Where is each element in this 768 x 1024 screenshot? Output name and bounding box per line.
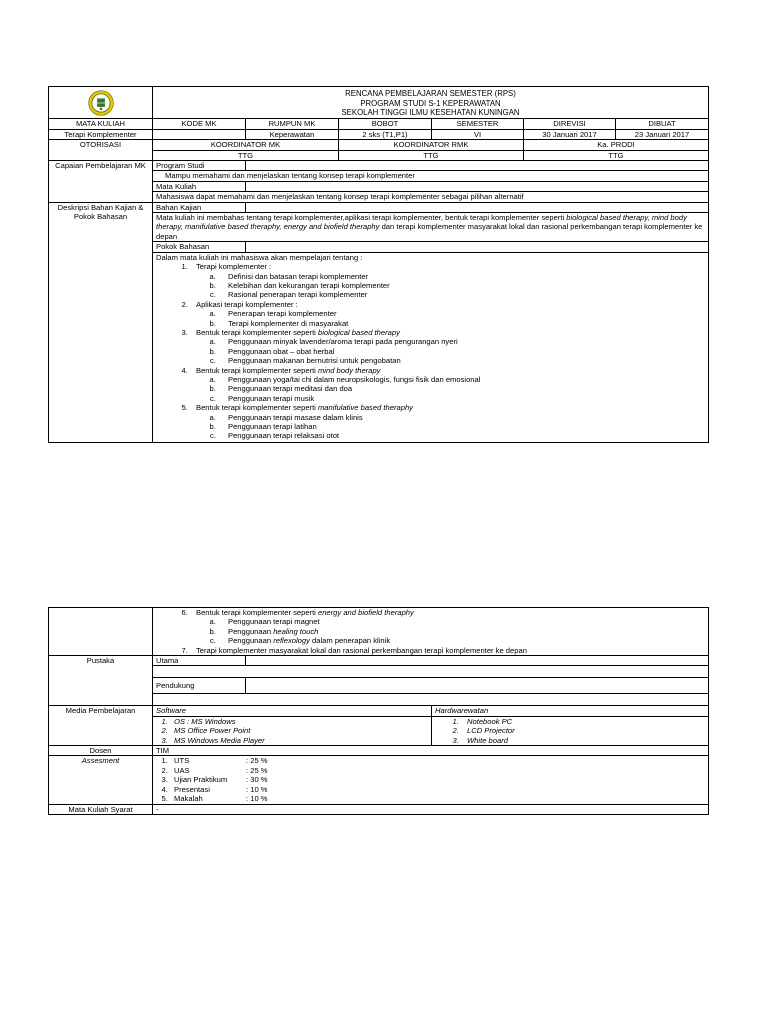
assesment-item	[170, 794, 705, 803]
dosen-value: TIM	[153, 746, 709, 756]
capaian-label: Capaian Pembelajaran MK	[49, 161, 153, 203]
dosen-row	[49, 746, 709, 756]
utama-content	[153, 666, 709, 678]
subtopic-item: a. Penggunaan yoga/tai chi dalam neuropsikologis, fungsi fisik dan emosional	[218, 375, 705, 384]
hardware-item: 1. Notebook PC	[461, 717, 705, 726]
rps-table-page-2	[48, 607, 709, 815]
deskripsi-label: Deskripsi Bahan Kajian & Pokok Bahasan	[49, 202, 153, 442]
signature-2: TTG	[339, 150, 524, 160]
subtopic-item: b. Penggunaan terapi meditasi dan doa	[218, 384, 705, 393]
course-value-row	[49, 129, 709, 139]
hardware-label: Hardwarewatan	[432, 706, 709, 716]
course-group: Keperawatan	[246, 129, 339, 139]
pokok-intro: Dalam mata kuliah ini mahasiswa akan mempelajari tentang :	[156, 252, 363, 262]
hardware-item: 2. LCD Projector	[461, 726, 705, 735]
mata-kuliah-label: Mata Kuliah	[153, 181, 246, 191]
topic-title: Aplikasi terapi komplementer :	[196, 299, 298, 309]
assesment-name: UAS	[174, 765, 190, 775]
assesment-name: UTS	[174, 756, 190, 766]
course-revised: 30 Januari 2017	[524, 129, 616, 139]
authorization-row	[49, 140, 709, 150]
assesment-item	[170, 766, 705, 775]
institution-logo-icon	[88, 90, 114, 116]
assesment-name: Ujian Praktikum	[174, 775, 228, 785]
topic-list-continued	[156, 608, 705, 655]
course-code	[153, 129, 246, 139]
col-header: SEMESTER	[432, 119, 524, 129]
subtopic-item: c. Rasional penerapan terapi komplementer	[218, 290, 705, 299]
topic-title: Terapi komplementer masyarakat lokal dan rasional perkembangan terapi komplementer ke depan	[196, 645, 527, 655]
bahan-kajian-text-1: Mata kuliah ini membahas tentang terapi komplementer,aplikasi terapi komplementer, bentuk terapi komplementer seperti	[156, 213, 567, 223]
course-credits: 2 sks (T1,P1)	[339, 129, 432, 139]
col-header: BOBOT	[339, 119, 432, 129]
assesment-name: Makalah	[174, 794, 203, 804]
software-label: Software	[153, 706, 432, 716]
software-item: 3. MS Windows Media Player	[170, 736, 428, 745]
bahan-kajian-blank	[246, 202, 709, 212]
subtopic-italic: healing touch	[273, 626, 319, 636]
logo-cell	[49, 87, 153, 119]
pokok-bahasan-blank	[246, 242, 709, 252]
hardware-list-cell	[432, 716, 709, 745]
topic-item	[190, 262, 705, 300]
assesment-content	[153, 756, 709, 804]
dosen-label: Dosen	[49, 746, 153, 756]
topic-item	[190, 366, 705, 404]
bahan-kajian-text	[153, 213, 709, 242]
topic-list	[156, 262, 705, 441]
software-item: 2. MS Office Power Point	[170, 726, 428, 735]
signature-1: TTG	[153, 150, 339, 160]
subtopic-text: Penggunaan	[228, 626, 274, 636]
title-line-2: PROGRAM STUDI S-1 KEPERAWATAN	[360, 98, 501, 108]
subtopic-list	[196, 309, 705, 328]
assesment-list	[156, 756, 705, 803]
course-name: Terapi Komplementer	[49, 129, 153, 139]
subtopic-text-rest: dalam penerapan klinik	[309, 636, 391, 646]
topic-title: Bentuk terapi komplementer seperti	[196, 365, 318, 375]
col-header: DIREVISI	[524, 119, 616, 129]
subtopic-item: c. Penggunaan terapi musik	[218, 394, 705, 403]
subtopic-list	[196, 272, 705, 300]
topic-title: Bentuk terapi komplementer seperti	[196, 608, 318, 617]
topic-item	[190, 646, 705, 655]
subtopic-item: a. Penggunaan terapi magnet	[218, 617, 705, 626]
program-studi-blank	[246, 161, 709, 171]
assesment-label: Assesment	[49, 756, 153, 804]
subtopic-italic: reflexology	[273, 636, 310, 646]
topic-title-italic: manifulative based theraphy	[317, 403, 413, 413]
software-item: 1. OS : MS Windows	[170, 717, 428, 726]
program-studi-text: Mampu memahami dan menjelaskan tentang konsep terapi komplementer	[153, 171, 709, 181]
role-coordinator-rmk: KOORDINATOR RMK	[339, 140, 524, 150]
media-row-1	[49, 706, 709, 716]
pustaka-row-1	[49, 656, 709, 666]
pokok-bahasan-label: Pokok Bahasan	[153, 242, 246, 252]
capaian-row-1	[49, 161, 709, 171]
signature-3: TTG	[524, 150, 709, 160]
utama-label: Utama	[153, 656, 246, 666]
pustaka-label: Pustaka	[49, 656, 153, 706]
col-header: RUMPUN MK	[246, 119, 339, 129]
mata-kuliah-blank	[246, 181, 709, 191]
assesment-value: : 25 %	[246, 756, 268, 766]
role-coordinator-mk: KOORDINATOR MK	[153, 140, 339, 150]
program-studi-label: Program Studi	[153, 161, 246, 171]
bahan-kajian-text-2: dan terapi komplementer masyarakat lokal dan rasional perkembangan terapi komplementer ke depan	[156, 222, 703, 241]
pendukung-blank	[246, 678, 709, 694]
bahan-kajian-italic: biological based therapy, mind body therapy, manifulative based theraphy, energy and biofield theraphy	[156, 213, 687, 232]
rps-table-page-1	[48, 86, 709, 443]
subtopic-list	[196, 375, 705, 403]
subtopic-item: b. Kelebihan dan kekurangan terapi komplementer	[218, 281, 705, 290]
subtopic-item: a. Penggunaan terapi masase dalam klinis	[218, 413, 705, 422]
role-kaprodi: Ka. PRODI	[524, 140, 709, 150]
pendukung-label: Pendukung	[153, 678, 246, 694]
topics-continued	[153, 608, 709, 656]
title-line-1: RENCANA PEMBELAJARAN SEMESTER (RPS)	[345, 89, 516, 98]
subtopic-item	[218, 627, 705, 636]
subtopic-item: a. Penggunaan minyak lavender/aroma terapi pada pengurangan nyeri	[218, 337, 705, 346]
assesment-item	[170, 756, 705, 765]
subtopic-item: a. Penerapan terapi komplementer	[218, 309, 705, 318]
topic-title-italic: energy and biofield theraphy	[317, 608, 414, 617]
document-title	[153, 87, 709, 119]
subtopic-item: b. Terapi komplementer di masyarakat	[218, 319, 705, 328]
pokok-bahasan-content	[153, 252, 709, 442]
course-header-row	[49, 119, 709, 129]
topic-item	[190, 328, 705, 366]
mata-kuliah-text: Mahasiswa dapat memahami dan menjelaskan tentang konsep terapi komplementer sebagai pilihan alternatif	[153, 192, 709, 202]
topic-title-italic: biological based therapy	[317, 327, 400, 337]
blank-label-cell	[49, 608, 153, 656]
deskripsi-row-1	[49, 202, 709, 212]
subtopic-item: c. Penggunaan terapi relaksasi otot	[218, 431, 705, 440]
topic-title: Bentuk terapi komplementer seperti	[196, 327, 318, 337]
subtopic-list	[196, 337, 705, 365]
topic-item	[190, 608, 705, 646]
syarat-value: -	[153, 804, 709, 814]
assesment-value: : 10 %	[246, 784, 268, 794]
assesment-row	[49, 756, 709, 804]
topic-title: Bentuk terapi komplementer seperti	[196, 403, 318, 413]
syarat-label: Mata Kuliah Syarat	[49, 804, 153, 814]
utama-blank	[246, 656, 709, 666]
topic-item	[190, 403, 705, 441]
subtopic-list	[196, 413, 705, 441]
software-list-cell	[153, 716, 432, 745]
hardware-item: 3. White board	[461, 736, 705, 745]
col-header: DIBUAT	[616, 119, 709, 129]
assesment-value: : 25 %	[246, 765, 268, 775]
assesment-name: Presentasi	[174, 784, 210, 794]
media-label: Media Pembelajaran	[49, 706, 153, 746]
title-line-3: SEKOLAH TINGGI ILMU KESEHATAN KUNINGAN	[341, 108, 520, 118]
bahan-kajian-label: Bahan Kajian	[153, 202, 246, 212]
assesment-item	[170, 775, 705, 784]
course-semester: VI	[432, 129, 524, 139]
course-created: 23 Januari 2017	[616, 129, 709, 139]
topic-title: Terapi komplementer :	[196, 262, 272, 272]
subtopic-item: c. Penggunaan makanan bernutrisi untuk pengobatan	[218, 356, 705, 365]
assesment-item	[170, 785, 705, 794]
authorization-label: OTORISASI	[49, 140, 153, 161]
subtopic-item: a. Definisi dan batasan terapi komplementer	[218, 272, 705, 281]
topics-continued-row	[49, 608, 709, 656]
col-header: KODE MK	[153, 119, 246, 129]
subtopic-item	[218, 636, 705, 645]
assesment-value: : 10 %	[246, 794, 268, 804]
hardware-list	[435, 717, 705, 745]
col-header: MATA KULIAH	[49, 119, 153, 129]
subtopic-item: b. Penggunaan obat – obat herbal	[218, 347, 705, 356]
topic-title-italic: mind body therapy	[317, 365, 381, 375]
software-list	[156, 717, 428, 745]
topic-item	[190, 300, 705, 328]
assesment-value: : 30 %	[246, 775, 268, 785]
pendukung-content	[153, 694, 709, 706]
subtopic-text: Penggunaan	[228, 636, 274, 646]
subtopic-list	[196, 617, 705, 645]
subtopic-item: b. Penggunaan terapi latihan	[218, 422, 705, 431]
syarat-row	[49, 804, 709, 814]
